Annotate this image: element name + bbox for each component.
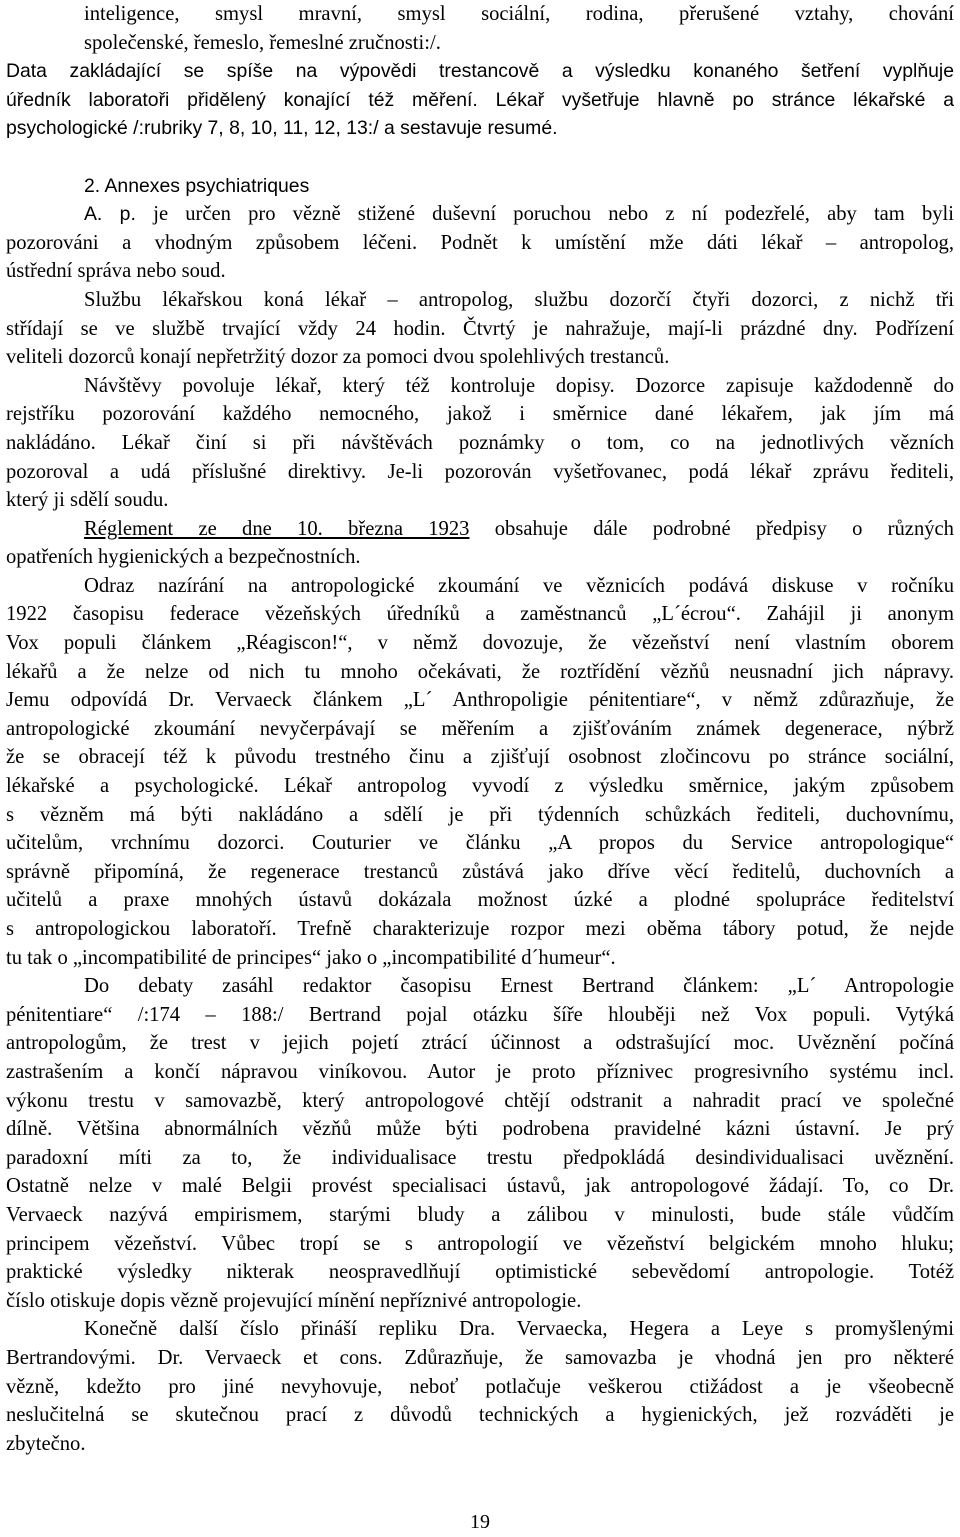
text-line: [6, 1258, 954, 1287]
text-segment: opatřeních hygienických a bezpečnostních.: [6, 546, 361, 569]
text-line: [6, 715, 954, 744]
text-segment: s antropologickou laboratoří. Trefně charakterizuje rozpor mezi oběma tábory potud, že nejde: [6, 918, 954, 940]
text-line: [6, 1201, 954, 1230]
text-segment: učitelům, vrchnímu dozorci. Couturier ve článku „A propos du Service antropologique“: [6, 832, 954, 855]
text-segment: neslučitelná se skutečnou prací z důvodů technických a hygienických, jež rozváděti je: [6, 1404, 954, 1427]
text-line: [6, 915, 954, 944]
text-line: [6, 200, 954, 229]
text-line: [6, 400, 954, 429]
text-segment: antropologické zkoumání nevyčerpávají se měřením a zjišťováním známek degenerace, nýbrž: [6, 717, 954, 740]
text-line: [6, 543, 954, 572]
text-segment: Jemu odpovídá Dr. Vervaeck článkem „L´ Anthropoligie pénitentiare“, v němž zdůrazňuje, že: [6, 689, 954, 712]
text-segment: 1922 časopisu federace vězeňských úředníků a zaměstnanců „L´écrou“. Zahájil ji anonym: [6, 603, 954, 626]
text-line: [6, 1029, 954, 1058]
underlined-text: Réglement ze dne 10. března 1923: [84, 517, 470, 540]
text-line: [6, 1230, 954, 1259]
text-line: [6, 600, 954, 629]
text-segment: ústřední správa nebo soud.: [6, 260, 226, 283]
text-segment: Bertrandovými. Dr. Vervaeck et cons. Zdůrazňuje, že samovazba je vhodná jen pro některé: [6, 1346, 954, 1369]
text-line: [6, 57, 954, 86]
text-segment: lékařské a psychologické. Lékař antropolog vyvodí z výsledku směrnice, jakým způsobem: [6, 775, 954, 798]
text-line: [6, 1401, 954, 1430]
text-line: [6, 1315, 954, 1344]
text-line: [6, 1144, 954, 1173]
text-segment: pozorováni a vhodným způsobem léčeni. Podnět k umístění mže dáti lékař – antropolog,: [6, 231, 954, 254]
text-segment: výkonu trestu v samovazbě, který antropologové chtějí odstranit a nahradit prací ve společné: [6, 1089, 954, 1112]
blank-line: [6, 143, 954, 172]
text-segment: Ostatně nelze v malé Belgii provést specialisaci ústavů, jak antropologové žádají. To, co Dr.: [6, 1175, 954, 1198]
text-segment: principem vězeňství. Vůbec tropí se s antropologií ve vězeňství belgickém mnoho hluku;: [6, 1232, 954, 1255]
text-line: [6, 1058, 954, 1087]
text-line: [6, 1087, 954, 1116]
text-line: [6, 229, 954, 258]
text-line: [6, 257, 954, 286]
text-segment: pozoroval a udá příslušné direktivy. Je-li pozorován vyšetřovanec, podá lékař zprávu řediteli,: [6, 460, 954, 483]
text-line: [6, 743, 954, 772]
text-segment: A. p.: [84, 203, 154, 226]
text-segment: inteligence, smysl mravní, smysl sociální, rodina, přerušené vztahy, chování: [84, 3, 954, 25]
text-line: [6, 114, 954, 143]
text-line: [6, 1172, 954, 1201]
text-segment: tu tak o „incompatibilité de principes“ jako o „incompatibilité d´humeur“.: [6, 946, 616, 969]
text-line: [6, 486, 954, 515]
text-line: [6, 629, 954, 658]
text-line: [6, 772, 954, 801]
text-line: [6, 29, 954, 58]
text-segment: pénitentiare“ /:174 – 188:/ Bertrand pojal otázku šíře hlouběji než Vox populi. Vytýká: [6, 1003, 954, 1026]
text-segment: s vězněm má býti nakládáno a sdělí je při týdenních schůzkách řediteli, duchovnímu,: [6, 803, 954, 826]
text-segment: Službu lékařskou koná lékař – antropolog, službu dozorčí čtyři dozorci, z nichž tři: [84, 288, 954, 311]
text-segment: učitelů a praxe mnohých ústavů dokázala možnost úzké a plodné spolupráce ředitelství: [6, 889, 954, 912]
text-segment: Odraz nazírání na antropologické zkoumání ve věznicích podává diskuse v ročníku: [84, 574, 954, 597]
text-segment: úředník laboratoři přidělený konající též měření.: [6, 88, 496, 111]
text-line: [6, 343, 954, 372]
text-segment: lékařů a že nelze od nich tu mnoho očekávati, že roztřídění vězňů neusnadní jich nápravy.: [6, 660, 954, 683]
text-segment: dílně. Většina abnormálních vězňů může býti podrobena pravidelné kázni ústavní. Je prý: [6, 1118, 954, 1141]
text-line: [6, 686, 954, 715]
text-line: [6, 172, 954, 201]
text-line: [6, 286, 954, 315]
text-line: [6, 829, 954, 858]
text-line: [6, 1287, 954, 1316]
text-line: [6, 86, 954, 115]
text-segment: rejstříku pozorování každého nemocného, jakož i směrnice dané lékařem, jak jím má: [6, 403, 954, 426]
text-line: [6, 1344, 954, 1373]
text-segment: zbytečno.: [6, 1432, 86, 1455]
text-line: [6, 458, 954, 487]
text-line: [6, 972, 954, 1001]
text-segment: Návštěvy povoluje lékař, který též kontroluje dopisy. Dozorce zapisuje každodenně do: [84, 374, 954, 397]
text-segment: střídají se ve službě trvající vždy 24 hodin. Čtvrtý je nahražuje, mají-li prázdné dny. Podřízení: [6, 317, 954, 340]
text-line: [6, 1430, 954, 1459]
page-number: 19: [470, 1511, 490, 1533]
text-line: [6, 515, 954, 544]
text-segment: nakládáno. Lékař činí si při návštěvách poznámky o tom, co na jednotlivých vězních: [6, 431, 954, 454]
text-line: [6, 315, 954, 344]
text-segment: veliteli dozorců konají nepřetržitý dozor za pomoci dvou spolehlivých trestanců.: [6, 346, 670, 369]
text-segment: Vervaeck nazývá empirismem, starými bludy a zálibou v minulosti, bude stále vůdčím: [6, 1203, 954, 1226]
text-segment: číslo otiskuje dopis vězně projevující mínění nepříznivé antropologie.: [6, 1289, 582, 1312]
text-segment: obsahuje dále podrobné předpisy o různých: [469, 517, 954, 540]
text-line: [6, 658, 954, 687]
text-line: [6, 886, 954, 915]
text-line: [6, 1373, 954, 1402]
text-segment: který ji sdělí soudu.: [6, 489, 169, 512]
text-line: [6, 801, 954, 830]
text-segment: Lékař vyšetřuje hlavně po stránce lékařské a: [495, 88, 954, 111]
text-segment: správně připomíná, že regenerace trestanců zůstává jako dříve věcí ředitelů, duchovních a: [6, 860, 954, 883]
text-segment: je určen pro vězně stižené duševní poruchou nebo z ní podezřelé, aby tam byli: [153, 203, 954, 226]
text-segment: 2. Annexes psychiatriques: [84, 174, 310, 197]
text-segment: praktické výsledky nikterak neospravedlňují optimistické sebevědomí antropologie. Totéž: [6, 1261, 954, 1284]
text-line: [6, 429, 954, 458]
text-segment: psychologické /:rubriky 7, 8, 10, 11, 12, 13:/ a sestavuje resumé.: [6, 117, 558, 140]
text-segment: společenské, řemeslo, řemeslné zručnosti:/.: [84, 31, 441, 54]
text-segment: Konečně další číslo přináší repliku Dra. Vervaecka, Hegera a Leye s promyšlenými: [84, 1318, 954, 1341]
text-line: [6, 1001, 954, 1030]
text-segment: paradoxní míti za to, že individualisace trestu předpokládá desindividualisaci uvěznění.: [6, 1146, 954, 1169]
text-segment: Vox populi článkem „Réagiscon!“, v němž dovozuje, že vězeňství není vlastním oborem: [6, 632, 954, 655]
text-line: [6, 858, 954, 887]
document-page: [6, 0, 954, 1458]
text-line: [6, 1115, 954, 1144]
text-line: [6, 944, 954, 973]
text-segment: že se obracejí též k původu trestného činu a zjišťují osobnost zločincovu po stránce sociální,: [6, 746, 954, 769]
text-segment: Data zakládající se spíše na výpovědi trestancově a výsledku konaného šetření vyplňuje: [6, 60, 954, 83]
text-line: [6, 0, 954, 29]
text-line: [6, 372, 954, 401]
text-line: [6, 572, 954, 601]
text-segment: Do debaty zasáhl redaktor časopisu Ernest Bertrand článkem: „L´ Antropologie: [84, 975, 954, 998]
text-segment: vězně, kdežto pro jiné nevyhovuje, neboť potlačuje veškerou ctižádost a je všeobecně: [6, 1375, 954, 1398]
text-segment: zastrašením a končí nápravou viníkovou. Autor je proto příznivec progresivního systému incl.: [6, 1060, 954, 1083]
text-segment: antropologům, že trest v jejich pojetí ztrácí účinnost a odstrašující moc. Uvěznění počíná: [6, 1032, 954, 1055]
